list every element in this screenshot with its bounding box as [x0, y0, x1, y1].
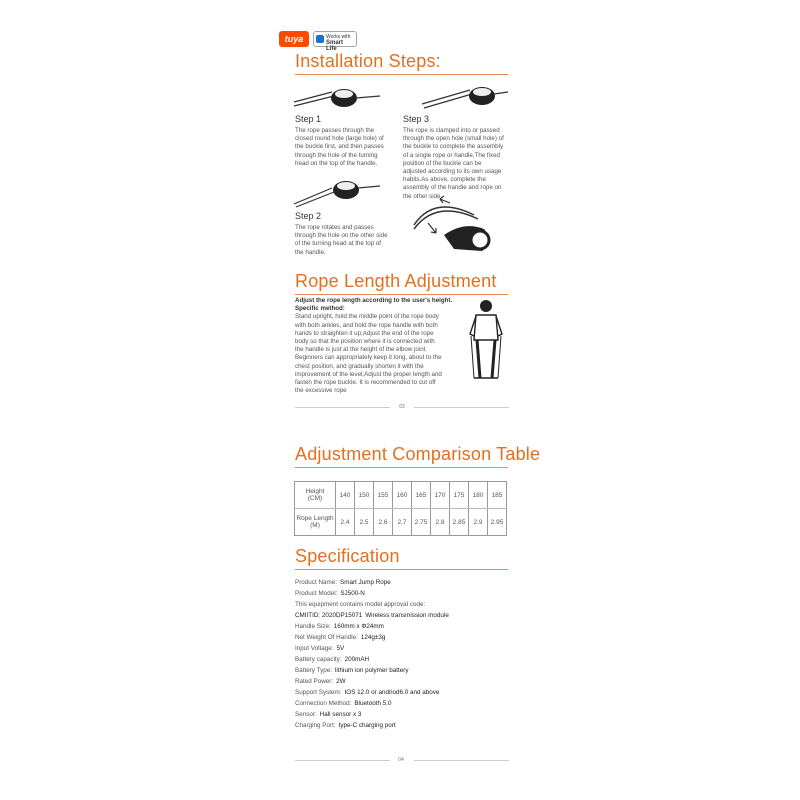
table-cell: 160 [393, 482, 412, 509]
list-item: This equipment contains model approval code: [295, 601, 426, 608]
spec-list [295, 577, 510, 731]
table-row [295, 509, 507, 536]
table-cell: 170 [431, 482, 450, 509]
list-item: Input Voltage: 5V [295, 645, 345, 652]
rope-adjust-title-underline [295, 294, 508, 295]
step3-illustration [420, 80, 510, 110]
installation-title: Installation Steps: [295, 51, 441, 71]
list-item: Support System: IOS 12.0 or andriod6.0 and above [295, 689, 440, 696]
step2-title: Step 2 [295, 211, 322, 221]
list-item: Sensor: Hall sensor x 3 [295, 711, 362, 718]
list-item: Product Model: SJ500-N [295, 590, 365, 597]
comparison-title-underline [295, 467, 508, 468]
page-divider-right [414, 407, 509, 408]
table-cell: 140 [336, 482, 355, 509]
table-cell: 2.8 [431, 509, 450, 536]
table-cell: 155 [374, 482, 393, 509]
table-cell: 165 [412, 482, 431, 509]
list-item: Connection Method: Bluetooth 5.0 [295, 700, 392, 707]
table-cell: 2.75 [412, 509, 431, 536]
step3-title: Step 3 [403, 114, 430, 124]
table-cell: 175 [450, 482, 469, 509]
table-cell: 180 [469, 482, 488, 509]
step2-text: The rope rotates and passes through the hole on the other side of the turning head at the top of the handle. [295, 224, 388, 256]
step1-text: The rope passes through the closed round hole (large hole) of the buckle first, and then passes through the hole of the turning head on the top of the handle. [295, 127, 384, 167]
page-divider-left [295, 407, 390, 408]
tuya-logo: tuya [279, 31, 309, 47]
step3-text: The rope is clamped into or passed through the open hole (small hole) of the buckle to complete the assembly of a single rope or handle,The fixed position of the buckle can be adjusted according to its own usage habits.As above, complete the assembly of the handle and rope on the other side. [403, 127, 504, 200]
step1-illustration [292, 82, 382, 112]
page-number-04: 04 [398, 757, 404, 763]
rope-adjust-title: Rope Length Adjustment [295, 271, 497, 291]
smart-life-icon [316, 35, 324, 43]
table-cell: 2.9 [469, 509, 488, 536]
step1-title: Step 1 [295, 114, 322, 124]
rope-length-header: Rope Length (M) [295, 509, 336, 536]
comparison-table [294, 481, 507, 536]
comparison-title: Adjustment Comparison Table [295, 444, 541, 464]
table-cell: 185 [488, 482, 507, 509]
table-cell: 150 [355, 482, 374, 509]
list-item: CMIITID: 2020DP15071 Wireless transmission module [295, 612, 449, 619]
list-item: Net Weight Of Handle: 124g±3g [295, 634, 386, 641]
height-header: Height (CM) [295, 482, 336, 509]
table-cell: 2.6 [374, 509, 393, 536]
list-item: Charging Port: type-C charging port [295, 722, 396, 729]
list-item: Product Name: Smart Jump Rope [295, 579, 391, 586]
list-item: Battery Type: lithium ion polymer battery [295, 667, 409, 674]
table-row [295, 482, 507, 509]
step2-illustration [292, 174, 382, 208]
list-item: Handle Size: 160mm x Φ24mm [295, 623, 384, 630]
installation-title-underline [295, 74, 508, 75]
person-illustration [468, 298, 504, 382]
buckle-closeup-illustration [414, 195, 499, 257]
spec-title-underline [295, 569, 508, 570]
table-cell: 2.7 [393, 509, 412, 536]
table-cell: 2.4 [336, 509, 355, 536]
page-divider-right [414, 760, 509, 761]
table-cell: 2.85 [450, 509, 469, 536]
list-item: Rated Power: 2W [295, 678, 346, 685]
page-number-03: 03 [399, 404, 405, 410]
table-cell: 2.95 [488, 509, 507, 536]
rope-adjust-text: Adjust the rope length according to the user's height. Specific method: Stand upright, hold the middle point of the rope body with both ankles, and hold the rope handle with both hands to straighten it up;Adjust the end of the rope body so that the position where it is connected with the handle is just at the height of the elbow joint. Beginners can appropriately keep it long, about to the chest position, and gradually shorten it with the improvement of the level;Adjust the proper length and fasten the rope buckle. It is recommended to cut off the excessive rope [295, 297, 453, 395]
table-cell: 2.5 [355, 509, 374, 536]
list-item: Battery capacity: 200mAH [295, 656, 370, 663]
spec-title: Specification [295, 546, 400, 566]
smart-life-logo: Works with Smart Life [313, 31, 357, 47]
page-divider-left [295, 760, 390, 761]
